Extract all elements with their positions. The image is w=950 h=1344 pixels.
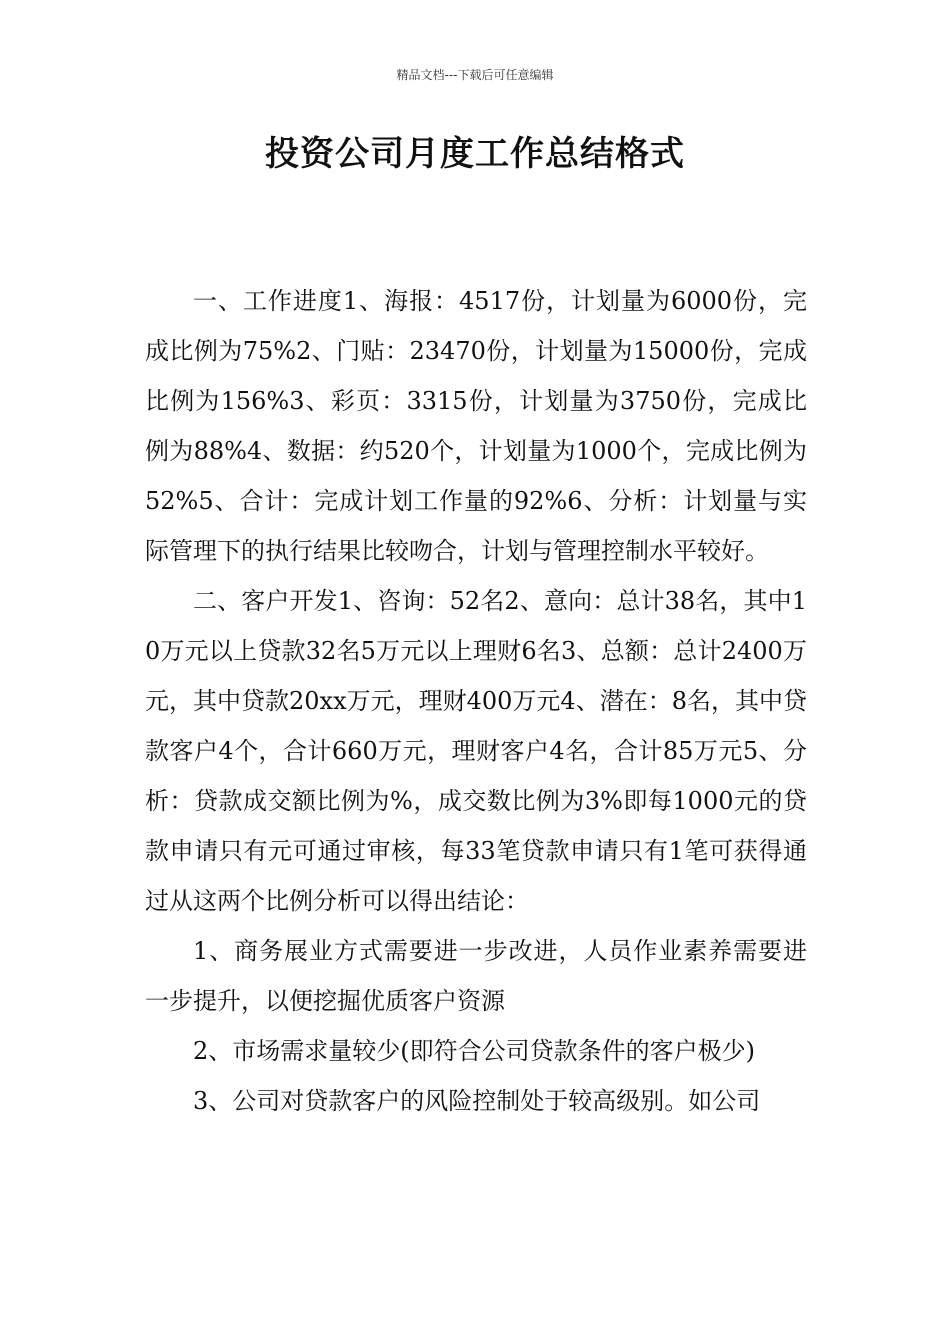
- header-note: 精品文档---下载后可任意编辑: [396, 68, 554, 82]
- paragraph-conclusion-2: 2、市场需求量较少(即符合公司贷款条件的客户极少): [193, 1037, 755, 1065]
- paragraph-conclusion-3: 3、公司对贷款客户的风险控制处于较高级别。如公司: [193, 1087, 761, 1115]
- paragraph-conclusion-1: 1、商务展业方式需要进一步改进，人员作业素养需要进一步提升，以便挖掘优质客户资源: [145, 937, 807, 1015]
- paragraph-client-development: 二、客户开发1、咨询：52名2、意向：总计38名，其中10万元以上贷款32名5万元以上理财6名3、总额：总计2400万元，其中贷款20xx万元，理财400万元4、潜在：8名，其中贷款客户4个，合计660万元，理财客户4名，合计85万元5、分析：贷款成交额比例为%，成交数比例为3%即每1000元的贷款申请只有元可通过审核，每33笔贷款申请只有1笔可获得通过从这两个比例分析可以得出结论：: [145, 587, 807, 915]
- document-body: [145, 276, 807, 1126]
- paragraph-work-progress: 一、工作进度1、海报：4517份，计划量为6000份，完成比例为75%2、门贴：23470份，计划量为15000份，完成比例为156%3、彩页：3315份，计划量为3750份，完成比例为88%4、数据：约520个，计划量为1000个，完成比例为52%5、合计：完成计划工作量的92%6、分析：计划量与实际管理下的执行结果比较吻合，计划与管理控制水平较好。: [145, 287, 807, 565]
- document-title: 投资公司月度工作总结格式: [265, 134, 685, 174]
